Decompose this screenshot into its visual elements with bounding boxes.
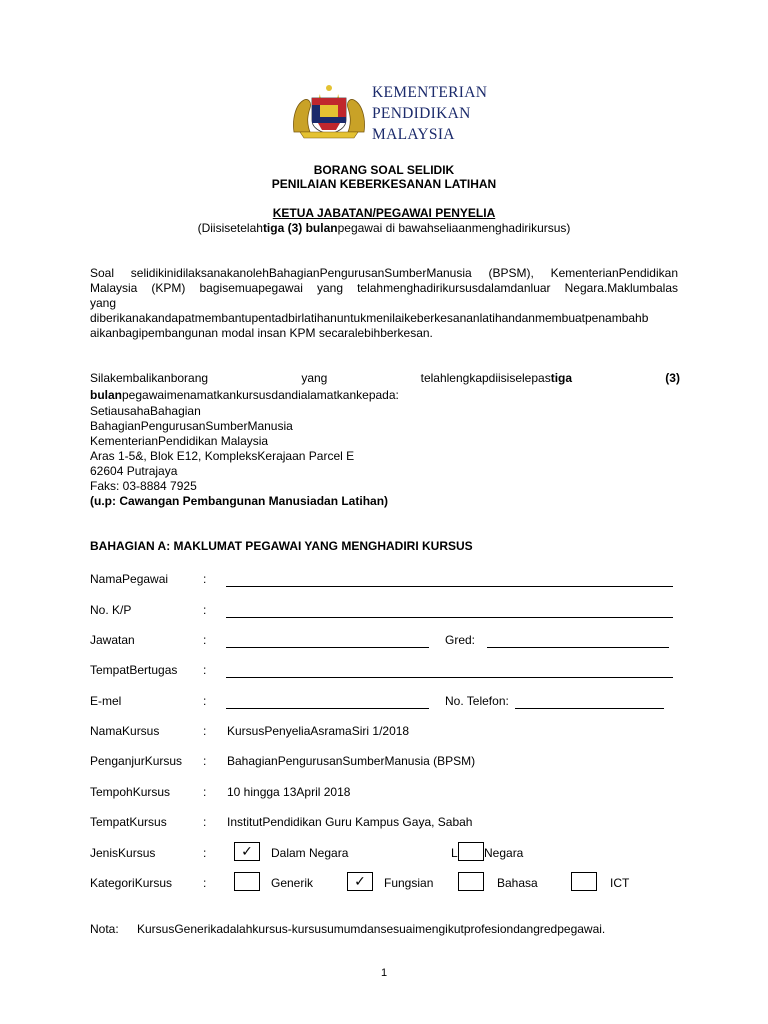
logo-line-malaysia: MALAYSIA: [372, 126, 455, 143]
checkbox-dalam-negara[interactable]: [234, 842, 260, 861]
checkbox-generik[interactable]: [234, 872, 260, 891]
colon: :: [203, 603, 207, 617]
checkbox-fungsian[interactable]: [347, 872, 373, 891]
option-ict: ICT: [610, 876, 630, 890]
colon: :: [203, 633, 207, 647]
colon: :: [203, 663, 207, 677]
tempat-kursus-value: InstitutPendidikan Guru Kampus Gaya, Sabah: [227, 815, 473, 829]
return-instruction: Silakembalikanborang yang telahlengkapdiisiselepastiga (3): [90, 371, 680, 385]
option-dalam-negara: Dalam Negara: [271, 846, 349, 860]
label-tempat-kursus: TempatKursus: [90, 815, 167, 829]
logo-line-kementerian: KEMENTERIAN: [372, 84, 488, 101]
form-instruction: (Diisisetelahtiga (3) bulanpegawai di bawahseliaanmenghadirikursus): [197, 221, 571, 235]
colon: :: [203, 724, 207, 738]
no-telefon-field[interactable]: [515, 708, 664, 709]
label-tempoh-kursus: TempohKursus: [90, 785, 171, 799]
checkbox-ict[interactable]: [571, 872, 597, 891]
form-title-2: PENILAIAN KEBERKESANAN LATIHAN: [271, 177, 497, 191]
jawatan-field[interactable]: [226, 647, 429, 648]
label-kategori-kursus: KategoriKursus: [90, 876, 173, 890]
label-nama-pegawai: NamaPegawai: [90, 572, 169, 586]
section-a-heading: BAHAGIAN A: MAKLUMAT PEGAWAI YANG MENGHADIRI KURSUS: [90, 539, 473, 553]
option-fungsian: Fungsian: [384, 876, 434, 890]
form-title: BORANG SOAL SELIDIK: [313, 163, 455, 177]
coat-of-arms-icon: [290, 82, 368, 140]
label-tempat-bertugas: TempatBertugas: [90, 663, 178, 677]
tempat-bertugas-field[interactable]: [226, 677, 673, 678]
colon: :: [203, 694, 207, 708]
intro-paragraph: Soal selidikinidilaksanakanolehBahagianPengurusanSumberManusia (BPSM), KementerianPendidikan Malaysia (KPM) bagisemuapegawai yang telahmenghadirikursusdalamdanluar Negara.Maklumbalas yang diberikanakandapatmembantupentadbirlatihanuntukmenilaikeberkesananlatihandanmembuatpenambahb aikanbagipembangunan modal insan KPM secaralebihberkesan.: [90, 266, 678, 340]
emel-field[interactable]: [226, 708, 429, 709]
checkbox-bahasa[interactable]: [458, 872, 484, 891]
option-generik: Generik: [271, 876, 314, 890]
label-nama-kursus: NamaKursus: [90, 724, 160, 738]
label-no-telefon: No. Telefon:: [445, 694, 509, 708]
label-no-kp: No. K/P: [90, 603, 132, 617]
nama-kursus-value: KursusPenyeliaAsramaSiri 1/2018: [227, 724, 410, 738]
check-icon: ✓: [354, 873, 366, 889]
option-luar-negara-prefix: L: [451, 846, 458, 860]
penganjur-kursus-value: BahagianPengurusanSumberManusia (BPSM): [227, 754, 476, 768]
colon: :: [203, 572, 207, 586]
option-luar-negara: Negara: [484, 846, 524, 860]
no-kp-field[interactable]: [226, 617, 673, 618]
nota-text: KursusGenerikadalahkursus-kursusumumdansesuaimengikutprofesiondangredpegawai.: [137, 922, 606, 936]
option-bahasa: Bahasa: [497, 876, 538, 890]
form-subtitle: KETUA JABATAN/PEGAWAI PENYELIA: [272, 206, 496, 220]
gred-field[interactable]: [487, 647, 669, 648]
address-block: SetiausahaBahagian BahagianPengurusanSumberManusia KementerianPendidikan Malaysia Aras 1-5&, Blok E12, KompleksKerajaan Parcel E 62604 Putrajaya Faks: 03-8884 7925 (u.p: Cawangan Pembangunan Manusiadan Latihan): [90, 404, 389, 508]
label-jenis-kursus: JenisKursus: [90, 846, 156, 860]
page-number: 1: [380, 967, 388, 979]
nama-pegawai-field[interactable]: [226, 586, 673, 587]
colon: :: [203, 876, 207, 890]
colon: :: [203, 785, 207, 799]
colon: :: [203, 846, 207, 860]
label-emel: E-mel: [90, 694, 122, 708]
logo-line-pendidikan: PENDIDIKAN: [372, 105, 471, 122]
label-jawatan: Jawatan: [90, 633, 135, 647]
nota-label: Nota:: [90, 922, 119, 936]
colon: :: [203, 815, 207, 829]
ministry-logo: [290, 82, 490, 142]
return-instruction-2: bulanpegawaimenamatkankursusdandialamatkankepada:: [90, 388, 399, 402]
tempoh-kursus-value: 10 hingga 13April 2018: [227, 785, 351, 799]
checkbox-luar-negara[interactable]: [458, 842, 484, 861]
check-icon: ✓: [241, 843, 253, 859]
label-gred: Gred:: [445, 633, 476, 647]
colon: :: [203, 754, 207, 768]
label-penganjur-kursus: PenganjurKursus: [90, 754, 183, 768]
